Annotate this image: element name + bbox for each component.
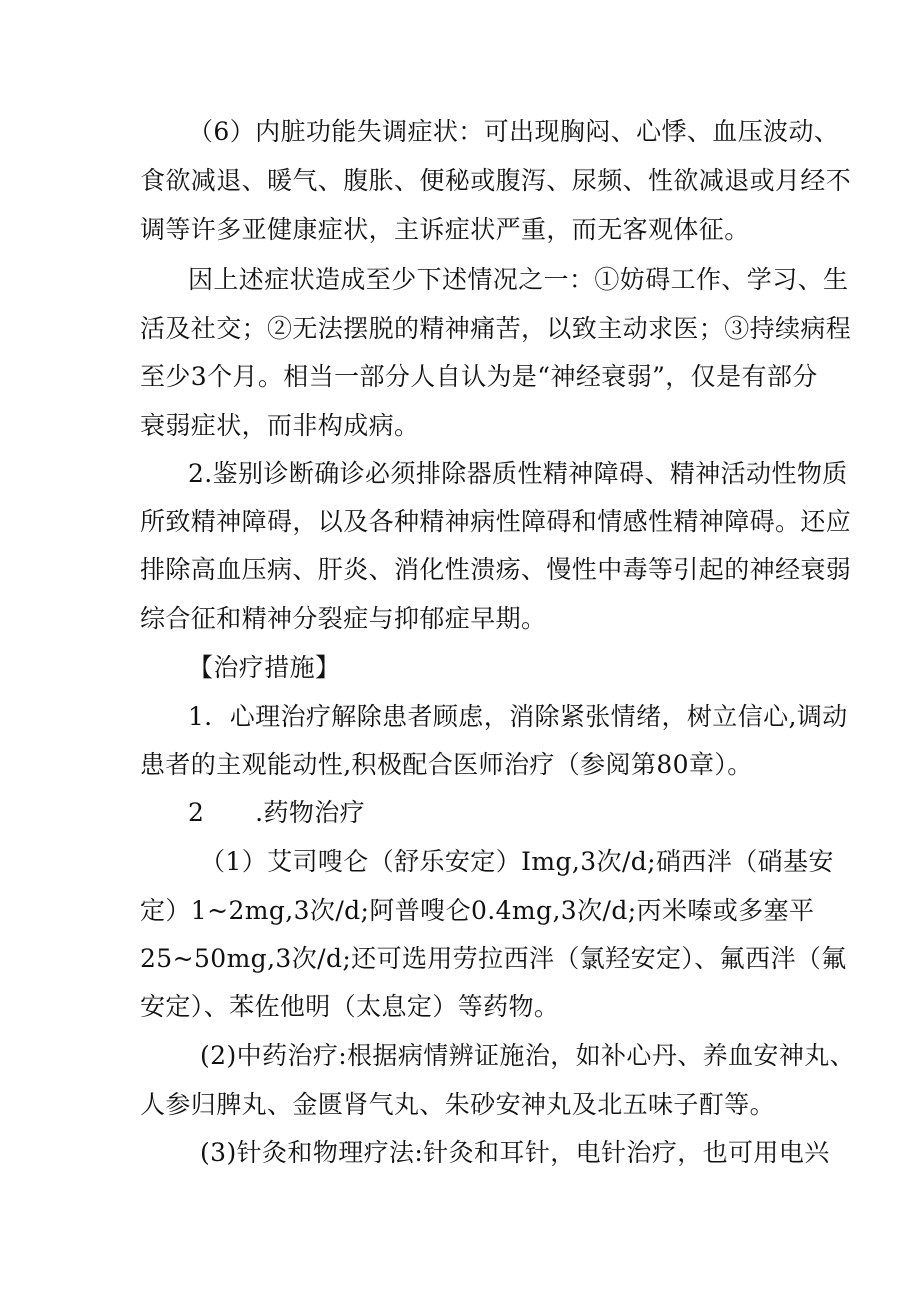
paragraph-differential-diagnosis-line-4: 综合征和精神分裂症与抑郁症早期。 bbox=[140, 604, 547, 633]
paragraph-criteria-line-2: 活及社交；②无法摆脱的精神痛苦，以致主动求医；③持续病程 bbox=[140, 314, 852, 343]
paragraph-differential-diagnosis-line-3: 排除高血压病、肝炎、消化性溃疡、慢性中毒等引起的神经衰弱 bbox=[140, 555, 852, 584]
paragraph-criteria-line-3: 至少3个月。相当一部分人自认为是“神经衰弱”，仅是有部分 bbox=[140, 362, 818, 391]
paragraph-drugs-line-1: （1）艾司嗖仑（舒乐安定）Img,3次/d;硝西泮（硝基安 bbox=[200, 847, 834, 876]
paragraph-psychotherapy-line-2: 患者的主观能动性,积极配合医师治疗（参阅第80章）。 bbox=[140, 750, 753, 779]
paragraph-drugs-line-2: 定）1~2mg,3次/d;阿普嗖仑0.4mg,3次/d;丙米嗪或多塞平 bbox=[140, 896, 815, 925]
paragraph-acupuncture-line-1: (3)针灸和物理疗法:针灸和耳针，电针治疗，也可用电兴 bbox=[200, 1138, 830, 1167]
paragraph-drugs-line-3: 25~50mg,3次/d;还可选用劳拉西泮（氯羟安定）、氟西泮（氟 bbox=[140, 944, 847, 973]
paragraph-differential-diagnosis-line-2: 所致精神障碍，以及各种精神病性障碍和情感性精神障碍。还应 bbox=[140, 507, 852, 536]
paragraph-visceral-dysfunction-line-1: （6）内脏功能失调症状：可出现胸闷、心悸、血压波动、 bbox=[188, 117, 840, 146]
paragraph-criteria-line-4: 衰弱症状，而非构成病。 bbox=[140, 411, 420, 440]
paragraph-differential-diagnosis-line-1: 2.鉴别诊断确诊必须排除器质性精神障碍、精神活动性物质 bbox=[188, 459, 848, 488]
section-heading-treatment: 【治疗措施】 bbox=[188, 653, 341, 682]
paragraph-visceral-dysfunction-line-2: 食欲减退、暖气、腹胀、便秘或腹泻、尿频、性欲减退或月经不 bbox=[140, 166, 852, 195]
paragraph-visceral-dysfunction-line-3: 调等许多亚健康症状，主诉症状严重，而无客观体征。 bbox=[140, 215, 750, 244]
paragraph-psychotherapy-line-1: 1．心理治疗解除患者顾虑，消除紧张情绪，树立信心,调动 bbox=[188, 702, 848, 731]
paragraph-chinese-medicine-line-1: (2)中药治疗:根据病情辨证施治，如补心丹、养血安神丸、 bbox=[200, 1041, 856, 1070]
paragraph-criteria-line-1: 因上述症状造成至少下述情况之一：①妨碍工作、学习、生 bbox=[188, 265, 849, 294]
paragraph-chinese-medicine-line-2: 人参归脾丸、金匮肾气丸、朱砂安神丸及北五味子酊等。 bbox=[140, 1090, 776, 1119]
paragraph-drugs-line-4: 安定）、苯佐他明（太息定）等药物。 bbox=[140, 992, 560, 1021]
heading-drug-therapy: 2 .药物治疗 bbox=[188, 798, 366, 827]
